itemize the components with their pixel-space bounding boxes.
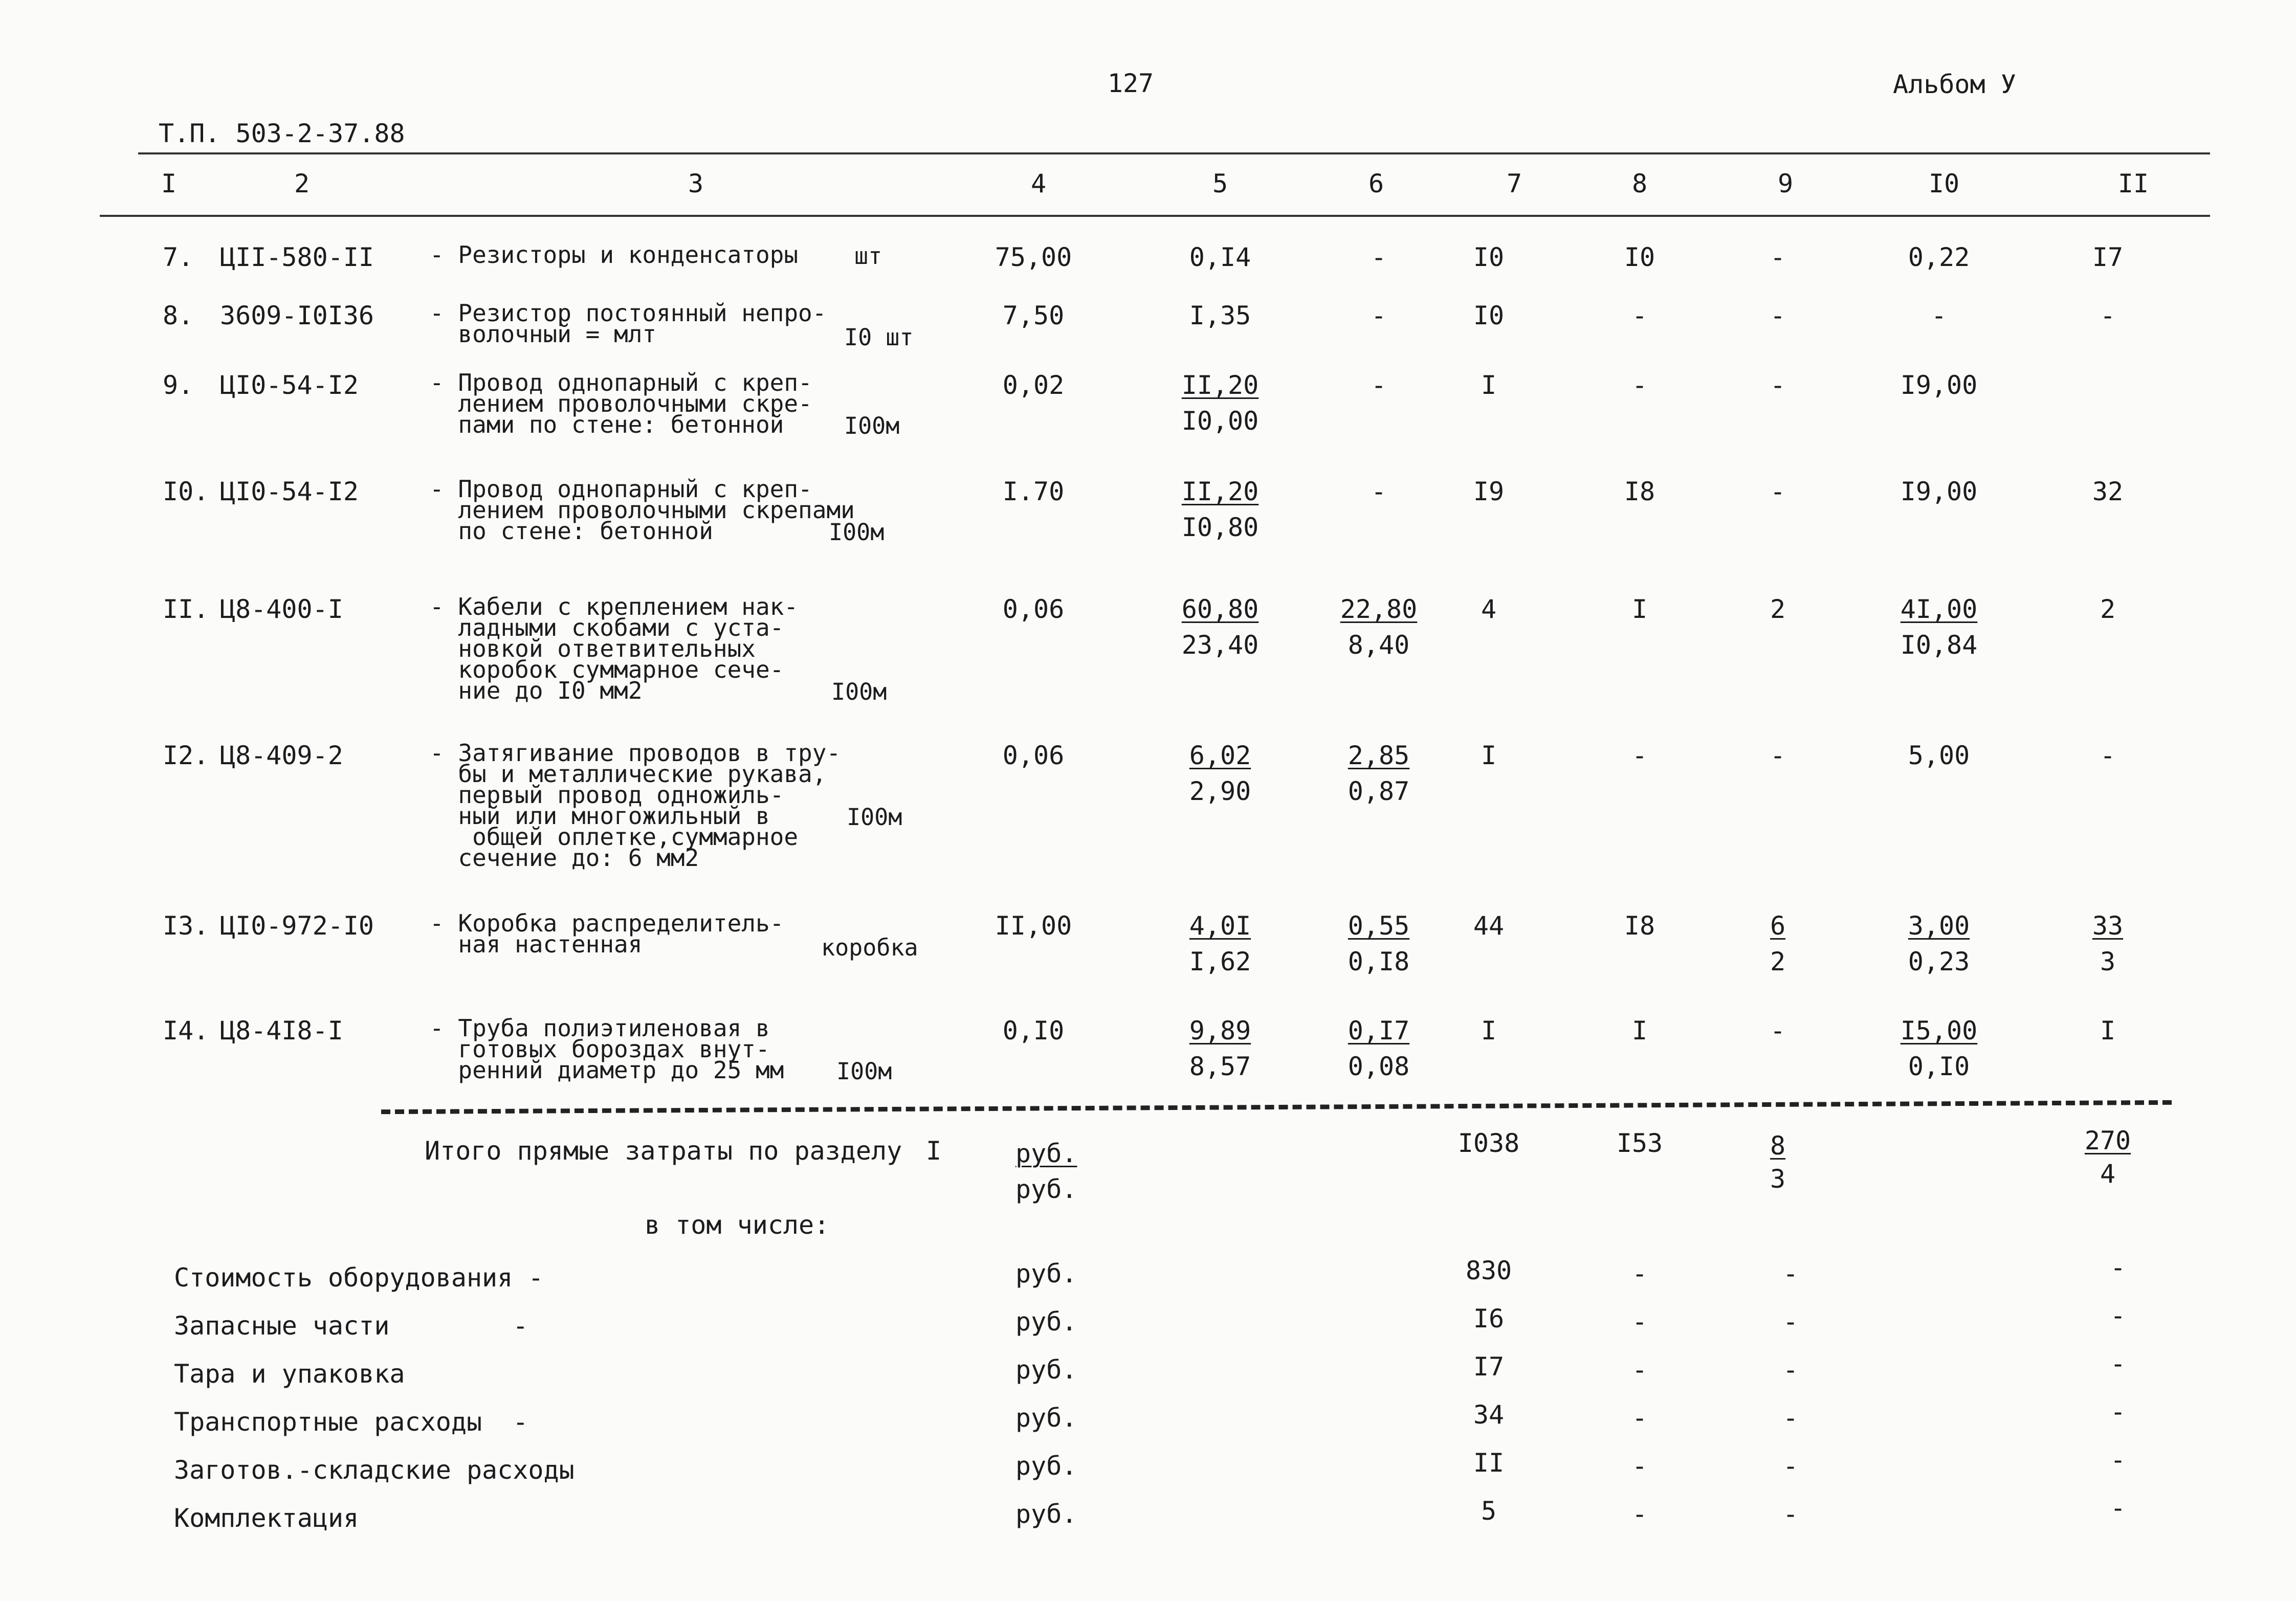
row-unit: I00м — [836, 1058, 892, 1085]
row-unit: I00м — [844, 412, 900, 439]
cell-c6: 0,I7 — [1348, 1016, 1410, 1046]
row-description-line: ренний диаметр до 25 мм — [430, 1056, 784, 1084]
cell-c9: - — [1770, 301, 1786, 330]
row-code: 3609-I0I36 — [220, 301, 374, 330]
column-number-10: I0 — [1928, 169, 1960, 198]
breakdown-col7: 830 — [1465, 1256, 1512, 1285]
row-description-line: коробок суммарное сече- — [430, 656, 784, 683]
header-bottom-rule — [100, 215, 2210, 217]
cell-c5: I,35 — [1189, 301, 1251, 330]
cell-c6: - — [1371, 242, 1387, 272]
breakdown-col9: - — [1782, 1451, 1799, 1481]
row-description-line: - Труба полиэтиленовая в — [430, 1014, 770, 1042]
cell-c10: 3,00 — [1908, 911, 1970, 941]
cell-col4: 75,00 — [995, 242, 1072, 272]
cell-c9: - — [1770, 741, 1786, 770]
column-number-1: I — [161, 169, 177, 198]
breakdown-label: Стоимость оборудования - — [174, 1263, 544, 1293]
cell-col7: 44 — [1473, 911, 1505, 941]
total-unit: руб. — [1015, 1174, 1077, 1204]
breakdown-unit: руб. — [1015, 1403, 1077, 1433]
cell-col4: I.70 — [1002, 477, 1065, 506]
cell-c6: 0,08 — [1348, 1052, 1410, 1081]
cell-c11: 33 — [2092, 911, 2124, 941]
row-number: II. — [163, 594, 209, 624]
cell-col7: I0 — [1473, 242, 1505, 272]
breakdown-col11: - — [2110, 1253, 2126, 1282]
cell-c11: I — [2100, 1016, 2116, 1046]
cell-c10: 4I,00 — [1900, 594, 1978, 624]
row-description-line: - Провод однопарный с креп- — [430, 475, 812, 503]
row-number: I2. — [163, 741, 209, 770]
including-label: в том числе: — [645, 1210, 830, 1240]
breakdown-col8: - — [1631, 1259, 1648, 1288]
total-label: Итого прямые затраты по разделу — [425, 1136, 902, 1166]
cell-c5: II,20 — [1181, 370, 1259, 400]
row-unit: коробка — [821, 934, 918, 961]
breakdown-label: Транспортные расходы - — [174, 1407, 528, 1437]
row-description-line: - Затягивание проводов в тру- — [430, 739, 841, 767]
row-description-line: лением проволочными скре- — [430, 390, 812, 417]
cell-c5: 9,89 — [1189, 1016, 1251, 1046]
row-description-line: ная настенная — [430, 930, 643, 958]
cell-c11: 2 — [2100, 594, 2116, 624]
breakdown-col9: - — [1782, 1499, 1799, 1529]
cell-c5: 23,40 — [1181, 630, 1259, 660]
breakdown-col9: - — [1782, 1259, 1799, 1288]
breakdown-col9: - — [1782, 1355, 1799, 1385]
cell-c6: 22,80 — [1340, 594, 1418, 624]
total-col11: 270 — [2084, 1126, 2131, 1155]
cell-c6: 2,85 — [1348, 741, 1410, 770]
row-description-line: ный или многожильный в — [430, 802, 770, 830]
cell-col4: II,00 — [995, 911, 1072, 941]
row-number: 9. — [163, 370, 194, 400]
cell-c5: 2,90 — [1189, 776, 1251, 806]
cell-col8: - — [1631, 301, 1648, 330]
cell-c9: - — [1770, 477, 1786, 506]
cell-c11: - — [2100, 741, 2116, 770]
cell-c10: I9,00 — [1900, 477, 1978, 506]
total-separator-rule — [381, 1100, 2172, 1114]
row-description-line: - Резисторы и конденсаторы — [430, 241, 799, 269]
breakdown-label: Запасные части - — [174, 1311, 528, 1341]
cell-c6: 0,I8 — [1348, 947, 1410, 976]
breakdown-col8: - — [1631, 1499, 1648, 1529]
row-description-line: - Коробка распределитель- — [430, 909, 784, 937]
column-number-6: 6 — [1368, 169, 1384, 198]
cell-c10: - — [1931, 301, 1947, 330]
cell-c10: 0,23 — [1908, 947, 1970, 976]
breakdown-col7: II — [1473, 1448, 1505, 1478]
row-description-line: бы и металлические рукава, — [430, 760, 827, 788]
breakdown-col11: - — [2110, 1349, 2126, 1378]
cell-c10: I5,00 — [1900, 1016, 1978, 1046]
row-number: I4. — [163, 1016, 209, 1046]
row-description-line: пами по стене: бетонной — [430, 411, 784, 438]
row-code: ЦI0-972-I0 — [220, 911, 374, 941]
cell-col7: I0 — [1473, 301, 1505, 330]
cell-c11: - — [2100, 301, 2116, 330]
breakdown-col8: - — [1631, 1355, 1648, 1385]
row-description-line: - Резистор постоянный непро- — [430, 299, 827, 327]
cell-c11: 3 — [2100, 947, 2116, 976]
cell-c5: 6,02 — [1189, 741, 1251, 770]
cell-c6: 0,87 — [1348, 776, 1410, 806]
cell-c5: I,62 — [1189, 947, 1251, 976]
column-number-4: 4 — [1030, 169, 1047, 198]
row-description-line: ние до I0 мм2 — [430, 677, 643, 704]
cell-c5: II,20 — [1181, 477, 1259, 506]
cell-c5: 8,57 — [1189, 1052, 1251, 1081]
breakdown-col8: - — [1631, 1307, 1648, 1337]
cell-c9: - — [1770, 242, 1786, 272]
breakdown-label: Заготов.-складские расходы — [174, 1455, 575, 1485]
total-col9: 3 — [1770, 1164, 1786, 1194]
cell-c5: 4,0I — [1189, 911, 1251, 941]
cell-col4: 7,50 — [1002, 301, 1065, 330]
row-code: ЦI0-54-I2 — [220, 370, 359, 400]
column-number-11: II — [2117, 169, 2149, 198]
cell-c6: 8,40 — [1348, 630, 1410, 660]
cell-col8: I0 — [1624, 242, 1655, 272]
total-col7: I038 — [1458, 1128, 1520, 1158]
row-number: I0. — [163, 477, 209, 506]
row-unit: I00м — [829, 519, 885, 546]
row-description-line: - Кабели с креплением нак- — [430, 593, 799, 620]
cell-c6: 0,55 — [1348, 911, 1410, 941]
page-number: 127 — [1107, 69, 1154, 98]
breakdown-unit: руб. — [1015, 1259, 1077, 1288]
row-unit: шт — [854, 242, 882, 270]
row-description-line: по стене: бетонной — [430, 517, 713, 545]
breakdown-unit: руб. — [1015, 1499, 1077, 1529]
cell-c5: I0,80 — [1181, 513, 1259, 542]
cell-c11: I7 — [2092, 242, 2124, 272]
breakdown-col8: - — [1631, 1451, 1648, 1481]
row-description-line: общей оплетке,суммарное — [430, 823, 799, 851]
cell-col8: - — [1631, 370, 1648, 400]
cell-col8: I — [1631, 594, 1648, 624]
cell-c11: 32 — [2092, 477, 2124, 506]
row-number: I3. — [163, 911, 209, 941]
breakdown-unit: руб. — [1015, 1451, 1077, 1481]
document-code: Т.П. 503-2-37.88 — [159, 119, 405, 148]
row-description-line: лением проволочными скрепами — [430, 496, 855, 524]
cell-col7: I9 — [1473, 477, 1505, 506]
row-description-line: - Провод однопарный с креп- — [430, 369, 812, 396]
cell-c5: I0,00 — [1181, 406, 1259, 436]
cell-c5: 0,I4 — [1189, 242, 1251, 272]
header-top-rule — [138, 152, 2210, 154]
breakdown-col11: - — [2110, 1301, 2126, 1330]
cell-col8: I8 — [1624, 477, 1655, 506]
row-description-line: ладными скобами с уста- — [430, 614, 784, 641]
row-description-line: готовых бороздах внут- — [430, 1035, 770, 1063]
row-unit: I00м — [831, 678, 887, 705]
row-unit: I00м — [847, 804, 902, 831]
cell-c6: - — [1371, 370, 1387, 400]
cell-c6: - — [1371, 301, 1387, 330]
breakdown-unit: руб. — [1015, 1355, 1077, 1385]
cell-col7: I — [1481, 1016, 1497, 1046]
cell-c10: 0,I0 — [1908, 1052, 1970, 1081]
cell-c10: 0,22 — [1908, 242, 1970, 272]
row-code: Ц8-400-I — [220, 594, 343, 624]
breakdown-unit: руб. — [1015, 1307, 1077, 1337]
cell-col4: 0,06 — [1002, 594, 1065, 624]
cell-c9: 2 — [1770, 594, 1786, 624]
cell-c6: - — [1371, 477, 1387, 506]
cell-c5: 60,80 — [1181, 594, 1259, 624]
cell-col7: I — [1481, 370, 1497, 400]
cell-col8: - — [1631, 741, 1648, 770]
breakdown-col7: I6 — [1473, 1304, 1505, 1333]
column-number-2: 2 — [294, 169, 310, 198]
breakdown-label: Комплектация — [174, 1503, 359, 1533]
cell-c10: I9,00 — [1900, 370, 1978, 400]
breakdown-col9: - — [1782, 1307, 1799, 1337]
total-col11: 4 — [2100, 1159, 2116, 1189]
cell-col8: I8 — [1624, 911, 1655, 941]
breakdown-col11: - — [2110, 1493, 2126, 1523]
cell-c9: 2 — [1770, 947, 1786, 976]
row-description-line: первый провод одножиль- — [430, 781, 784, 809]
row-code: Ц8-4I8-I — [220, 1016, 343, 1046]
row-description-line: волочный = млт — [430, 320, 657, 348]
total-col9: 8 — [1770, 1131, 1786, 1161]
breakdown-col11: - — [2110, 1445, 2126, 1475]
cell-c9: - — [1770, 1016, 1786, 1046]
cell-col4: 0,02 — [1002, 370, 1065, 400]
column-number-3: 3 — [688, 169, 704, 198]
total-section-number: I — [926, 1136, 942, 1166]
total-unit: руб. — [1015, 1139, 1077, 1168]
breakdown-col8: - — [1631, 1403, 1648, 1433]
row-number: 8. — [163, 301, 194, 330]
column-number-5: 5 — [1212, 169, 1228, 198]
column-number-9: 9 — [1777, 169, 1794, 198]
row-unit: I0 шт — [844, 324, 914, 351]
cell-c10: I0,84 — [1900, 630, 1978, 660]
cell-c9: 6 — [1770, 911, 1786, 941]
cell-c9: - — [1770, 370, 1786, 400]
row-code: ЦII-580-II — [220, 242, 374, 272]
breakdown-label: Тара и упаковка — [174, 1359, 405, 1389]
breakdown-col9: - — [1782, 1403, 1799, 1433]
cell-col4: 0,06 — [1002, 741, 1065, 770]
breakdown-col11: - — [2110, 1397, 2126, 1427]
cell-col4: 0,I0 — [1002, 1016, 1065, 1046]
breakdown-col7: I7 — [1473, 1352, 1505, 1382]
column-number-8: 8 — [1631, 169, 1648, 198]
row-description-line: сечение до: 6 мм2 — [430, 844, 699, 872]
row-number: 7. — [163, 242, 194, 272]
cell-c10: 5,00 — [1908, 741, 1970, 770]
total-col8: I53 — [1616, 1128, 1663, 1158]
breakdown-col7: 34 — [1473, 1400, 1505, 1430]
cell-col7: 4 — [1481, 594, 1497, 624]
cell-col8: I — [1631, 1016, 1648, 1046]
row-description-line: новкой ответвительных — [430, 635, 756, 662]
album-label: Альбом У — [1893, 70, 2016, 99]
breakdown-col7: 5 — [1481, 1496, 1497, 1526]
row-code: ЦI0-54-I2 — [220, 477, 359, 506]
cell-col7: I — [1481, 741, 1497, 770]
column-number-7: 7 — [1506, 169, 1522, 198]
row-code: Ц8-409-2 — [220, 741, 343, 770]
